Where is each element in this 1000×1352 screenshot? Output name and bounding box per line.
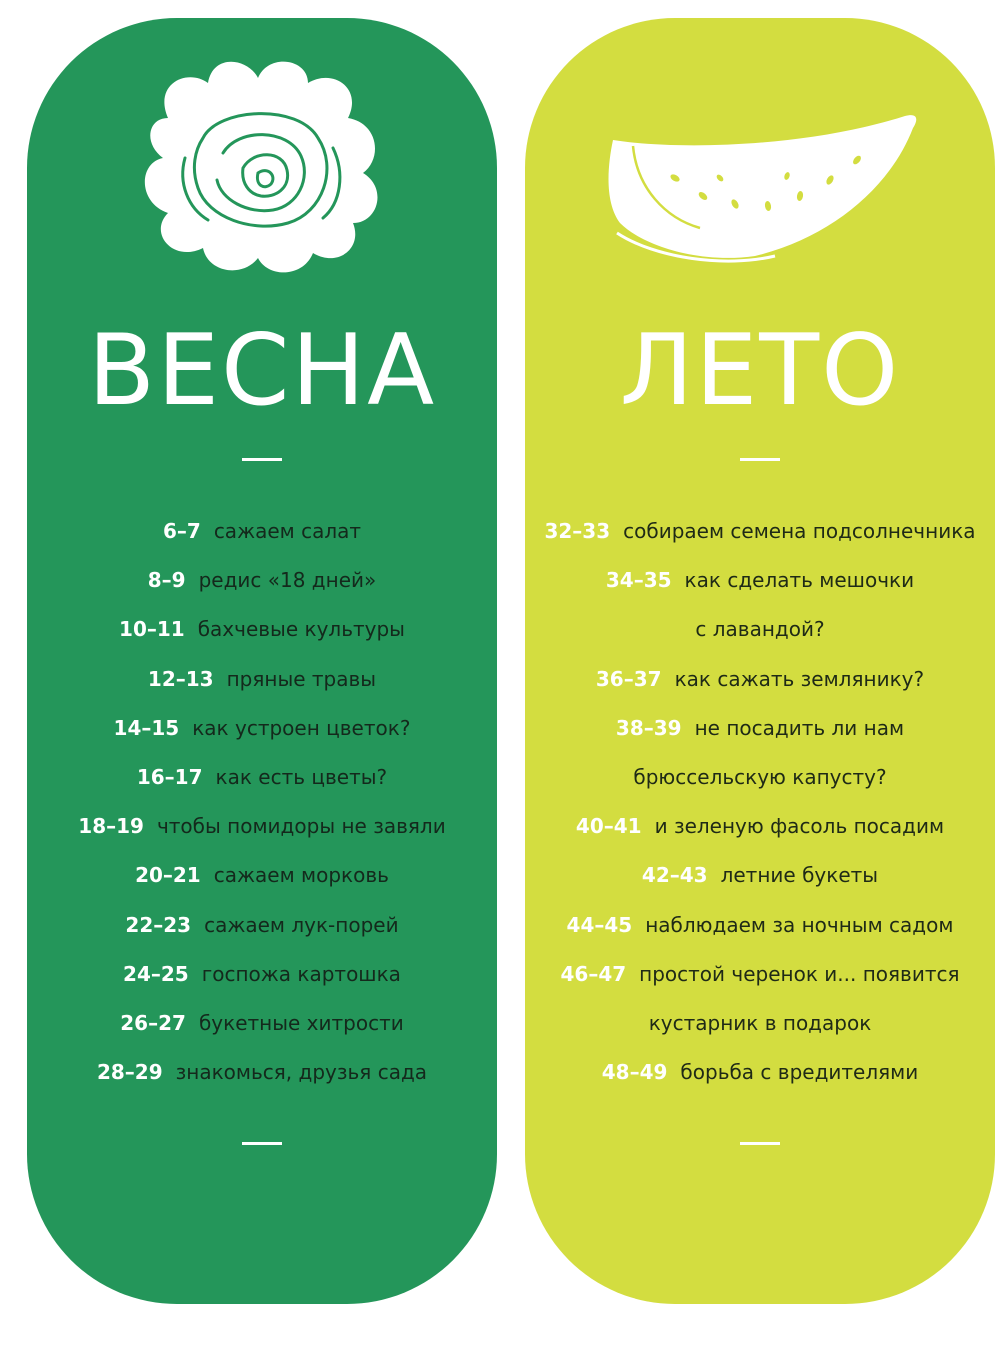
- divider-top: [242, 458, 282, 461]
- spring-panel: [27, 18, 497, 1304]
- item-title: наблюдаем за ночным садом: [645, 912, 954, 937]
- item-title: как есть цветы?: [215, 764, 388, 789]
- page-range: 10–11: [119, 617, 185, 642]
- list-item[interactable]: [525, 655, 995, 704]
- page-range: 34–35: [605, 568, 672, 593]
- page-range: 8–9: [147, 568, 186, 593]
- list-item[interactable]: [525, 556, 995, 605]
- item-title: с лавандой?: [695, 617, 825, 642]
- list-item[interactable]: [525, 901, 995, 950]
- watermelon-slice-icon: [525, 18, 995, 318]
- item-title: брюссельскую капусту?: [633, 764, 887, 789]
- item-title: редис «18 дней»: [198, 568, 377, 593]
- page-range: 24–25: [123, 961, 189, 986]
- page-range: 26–27: [120, 1010, 186, 1035]
- item-title: как устроен цветок?: [192, 715, 411, 740]
- item-title: чтобы помидоры не завяли: [156, 814, 446, 839]
- page-range: 20–21: [135, 863, 201, 888]
- item-title: не посадить ли нам: [694, 715, 905, 740]
- list-item[interactable]: [525, 851, 995, 900]
- item-title: бахчевые культуры: [197, 617, 405, 642]
- list-item-continued[interactable]: [525, 605, 995, 654]
- item-title: сажаем морковь: [213, 863, 389, 888]
- page-range: 48–49: [601, 1060, 668, 1085]
- flower-icon: [27, 18, 497, 318]
- list-item[interactable]: [27, 605, 497, 654]
- page-range: 12–13: [147, 666, 214, 691]
- item-title: госпожа картошка: [201, 961, 401, 986]
- spring-title: ВЕСНА: [87, 314, 437, 428]
- item-title: собираем семена подсолнечника: [623, 519, 976, 543]
- summer-contents-list: [525, 507, 995, 1097]
- page-range: 18–19: [78, 814, 144, 839]
- page-range: 16–17: [136, 764, 203, 789]
- divider-bottom: [740, 1142, 780, 1145]
- list-item[interactable]: [27, 851, 497, 900]
- list-item[interactable]: [27, 999, 497, 1048]
- item-title: летние букеты: [720, 863, 879, 888]
- page-range: 6–7: [162, 519, 201, 543]
- list-item[interactable]: [27, 655, 497, 704]
- page-range: 36–37: [595, 666, 662, 691]
- page-range: 22–23: [125, 912, 192, 937]
- page-range: 14–15: [113, 715, 180, 740]
- page-range: 42–43: [641, 863, 708, 888]
- item-title: пряные травы: [226, 666, 377, 691]
- divider-top: [740, 458, 780, 461]
- item-title: простой черенок и... появится: [639, 961, 960, 986]
- list-item[interactable]: [27, 802, 497, 851]
- page-range: 32–33: [544, 519, 611, 543]
- item-title: и зеленую фасоль посадим: [654, 814, 945, 839]
- summer-panel: [525, 18, 995, 1304]
- item-title: букетные хитрости: [198, 1010, 404, 1035]
- list-item[interactable]: [27, 507, 497, 556]
- list-item[interactable]: [525, 704, 995, 753]
- list-item[interactable]: [27, 556, 497, 605]
- item-title: сажаем салат: [213, 519, 362, 543]
- page-range: 44–45: [566, 912, 633, 937]
- item-title: знакомься, друзья сада: [175, 1060, 428, 1085]
- page-range: 40–41: [575, 814, 642, 839]
- list-item[interactable]: [27, 901, 497, 950]
- item-title: кустарник в подарок: [648, 1010, 872, 1035]
- item-title: как сажать землянику?: [674, 666, 925, 691]
- page-range: 28–29: [96, 1060, 163, 1085]
- spring-contents-list: [27, 507, 497, 1097]
- page-range: 46–47: [560, 961, 627, 986]
- item-title: как сделать мешочки: [684, 568, 915, 593]
- summer-title: ЛЕТО: [619, 314, 901, 428]
- list-item[interactable]: [525, 802, 995, 851]
- list-item[interactable]: [27, 704, 497, 753]
- page-range: 38–39: [615, 715, 682, 740]
- list-item[interactable]: [27, 950, 497, 999]
- list-item[interactable]: [525, 507, 995, 556]
- item-title: сажаем лук-порей: [204, 912, 399, 937]
- list-item-continued[interactable]: [525, 753, 995, 802]
- list-item[interactable]: [525, 1048, 995, 1097]
- list-item-continued[interactable]: [525, 999, 995, 1048]
- list-item[interactable]: [525, 950, 995, 999]
- item-title: борьба с вредителями: [680, 1060, 919, 1085]
- list-item[interactable]: [27, 1048, 497, 1097]
- divider-bottom: [242, 1142, 282, 1145]
- list-item[interactable]: [27, 753, 497, 802]
